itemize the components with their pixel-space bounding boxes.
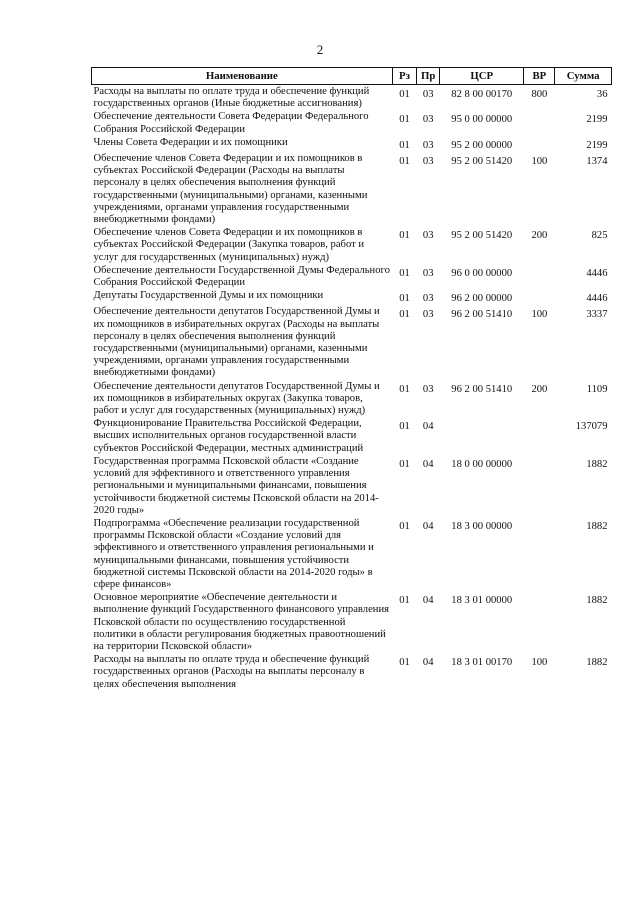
row-sum: 137079	[575, 421, 608, 433]
row-vr: 100	[531, 156, 548, 168]
table-row	[92, 289, 612, 305]
row-csr: 18 3 01 00000	[451, 595, 513, 607]
row-sum: 1882	[586, 595, 608, 607]
row-rz: 01	[399, 293, 410, 305]
row-vr	[524, 289, 555, 305]
row-rz: 01	[399, 230, 410, 242]
row-name: Обеспечение деятельности Совета Федерации Федерального Собрания Российской Федерации	[93, 111, 369, 135]
table-row	[92, 152, 612, 226]
table-row	[92, 264, 612, 289]
row-rz: 01	[399, 458, 410, 470]
table-row	[92, 380, 612, 418]
row-csr: 18 3 00 00000	[451, 520, 513, 532]
row-rz: 01	[399, 89, 410, 100]
row-name: Депутаты Государственной Думы и их помощники	[93, 290, 324, 302]
row-vr	[524, 455, 555, 517]
row-pr: 03	[422, 156, 434, 168]
row-vr	[524, 517, 555, 591]
row-vr	[524, 264, 555, 289]
row-csr: 96 2 00 51410	[451, 309, 513, 321]
row-name: Обеспечение деятельности Государственной Думы Федерального Собрания Российской Федерации	[93, 264, 390, 289]
row-csr: 95 2 00 51420	[451, 156, 513, 168]
table-row	[92, 110, 612, 135]
header-sum: Сумма	[555, 68, 612, 85]
row-vr	[524, 136, 555, 152]
row-rz: 01	[399, 114, 410, 126]
row-vr: 200	[531, 383, 548, 395]
row-vr: 200	[531, 230, 548, 242]
header-vr: ВР	[524, 68, 555, 85]
row-name: Расходы на выплаты по оплате труда и обеспечение функций государственных органов (Расходы на выплаты персоналу в целях обеспечения выполнения	[93, 654, 370, 690]
row-pr: 03	[422, 230, 434, 242]
row-csr: 18 3 01 00170	[451, 657, 513, 669]
header-csr: ЦСР	[440, 68, 524, 85]
row-name: Подпрограмма «Обеспечение реализации государственной программы Псковской области «Создание условий для эффективного и ответственного управления региональными и муниципальными финансами, повышения устойчивости бюджетной системы Псковской области на 2014-2020 годы» в сфере финансов»	[93, 517, 374, 590]
row-pr: 03	[422, 267, 434, 279]
table-row	[92, 85, 612, 111]
row-csr	[440, 417, 524, 455]
row-sum: 1882	[586, 657, 608, 669]
row-csr: 96 2 00 51410	[451, 383, 513, 395]
row-sum: 4446	[586, 293, 608, 305]
row-pr: 04	[422, 657, 434, 669]
row-csr: 96 0 00 00000	[451, 267, 513, 279]
row-sum: 1882	[586, 458, 608, 470]
row-name: Обеспечение деятельности депутатов Государственной Думы и их помощников в избирательных округах (Расходы на выплаты персоналу в целях обеспечения выполнения функций государственными (муниципальными) органами, казенными учреждениями, органами управления государственными внебюджетными фондами)	[93, 306, 380, 379]
row-csr: 96 2 00 00000	[451, 293, 513, 305]
row-rz: 01	[399, 595, 410, 607]
table-row	[92, 591, 612, 653]
row-csr: 18 0 00 00000	[451, 458, 513, 470]
row-pr: 04	[422, 520, 434, 532]
row-pr: 04	[422, 458, 434, 470]
row-name: Государственная программа Псковской области «Создание условий для эффективного и ответственного управления региональными и муниципальными финансами, повышения устойчивости бюджетной системы Псковской области на 2014-2020 годы»	[93, 455, 379, 516]
row-pr: 03	[422, 383, 434, 395]
row-csr: 95 2 00 51420	[451, 230, 513, 242]
table-row	[92, 305, 612, 379]
row-vr: 100	[531, 309, 548, 321]
row-sum: 1374	[586, 156, 608, 168]
row-name: Члены Совета Федерации и их помощники	[93, 136, 288, 148]
budget-table	[91, 67, 612, 691]
row-vr	[524, 591, 555, 653]
row-rz: 01	[399, 421, 410, 433]
table-row	[92, 417, 612, 455]
table-row	[92, 226, 612, 264]
row-sum: 3337	[586, 309, 608, 321]
table-row	[92, 455, 612, 517]
table-row	[92, 136, 612, 152]
row-sum: 36	[596, 89, 608, 100]
header-rz: Рз	[392, 68, 417, 85]
table-row	[92, 653, 612, 691]
page-number: 2	[316, 42, 324, 57]
table-row	[92, 517, 612, 591]
row-vr: 100	[531, 657, 548, 669]
row-pr: 03	[422, 293, 434, 305]
row-rz: 01	[399, 657, 410, 669]
row-pr: 04	[422, 595, 434, 607]
header-pr: Пр	[417, 68, 440, 85]
row-name: Функционирование Правительства Российской Федерации, высших исполнительных органов государственной власти субъектов Российской Федерации, местных администраций	[93, 418, 364, 454]
row-rz: 01	[399, 139, 410, 151]
row-rz: 01	[399, 156, 410, 168]
row-name: Обеспечение деятельности депутатов Государственной Думы и их помощников в избирательных округах (Закупка товаров, работ и услуг для государственных (муниципальных) нужд)	[93, 380, 380, 417]
row-rz: 01	[399, 267, 410, 279]
row-name: Обеспечение членов Совета Федерации и их помощников в субъектах Российской Федерации (Закупка товаров, работ и услуг для государственных (муниципальных) нужд)	[93, 227, 365, 263]
row-name: Обеспечение членов Совета Федерации и их помощников в субъектах Российской Федерации (Расходы на выплаты персоналу в целях обеспечения выполнения функций государственными (муниципальными) органами, казенными учреждениями, органами управления государственными внебюджетными фондами)	[93, 153, 368, 226]
header-name: Наименование	[92, 68, 393, 85]
row-vr: 800	[531, 89, 548, 100]
row-rz: 01	[399, 520, 410, 532]
row-pr: 03	[422, 89, 434, 100]
row-pr: 03	[422, 139, 434, 151]
table-header-row	[92, 68, 612, 85]
row-vr	[524, 417, 555, 455]
row-sum: 1882	[586, 520, 608, 532]
row-pr: 03	[422, 309, 434, 321]
row-vr	[524, 110, 555, 135]
row-csr: 95 0 00 00000	[451, 114, 513, 126]
row-sum: 4446	[586, 267, 608, 279]
row-name: Расходы на выплаты по оплате труда и обеспечение функций государственных органов (Иные бюджетные ассигнования)	[93, 86, 370, 110]
row-pr: 03	[422, 114, 434, 126]
row-rz: 01	[399, 309, 410, 321]
row-csr: 82 8 00 00170	[451, 89, 513, 100]
row-sum: 825	[591, 230, 608, 242]
row-sum: 1109	[586, 383, 608, 395]
row-name: Основное мероприятие «Обеспечение деятельности и выполнение функций Государственного финансового управления Псковской области по осуществлению государственной политики в области регулирования бюджетных правоотношений на территории Псковской области»	[93, 592, 389, 652]
row-rz: 01	[399, 383, 410, 395]
row-pr: 04	[422, 421, 434, 433]
row-sum: 2199	[586, 139, 608, 151]
row-csr: 95 2 00 00000	[451, 139, 513, 151]
row-sum: 2199	[586, 114, 608, 126]
